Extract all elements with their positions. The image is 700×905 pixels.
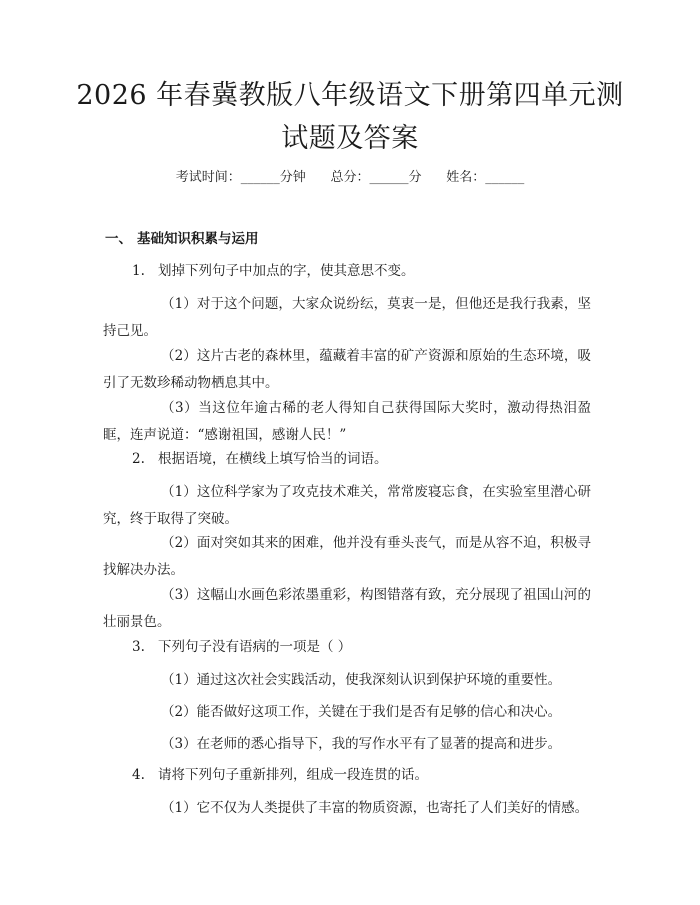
q3-option-2: （2）能否做好这项工作，关键在于我们是否有足够的信心和决心。 — [161, 704, 562, 720]
question-text: 请将下列句子重新排列，组成一段连贯的话。 — [158, 767, 428, 783]
q2-option-1: （1）这位科学家为了攻克技术难关，常常废寝忘食，在实验室里潜心研究，终于取得了突破。 — [103, 484, 591, 527]
question-2 — [132, 449, 388, 469]
q1-option-2: （2）这片古老的森林里，蕴藏着丰富的矿产资源和原始的生态环境，吸引了无数珍稀动物栖息其中。 — [103, 348, 591, 391]
title-line-1: 2026 年春冀教版八年级语文下册第四单元测 — [76, 80, 624, 111]
question-1 — [132, 261, 415, 281]
question-text: 划掉下列句子中加点的字，使其意思不变。 — [158, 263, 415, 279]
question-text: 根据语境，在横线上填写恰当的词语。 — [158, 451, 388, 467]
q3-option-1: （1）通过这次社会实践活动，使我深刻认识到保护环境的重要性。 — [161, 672, 562, 688]
q1-option-1: （1）对于这个问题，大家众说纷纭，莫衷一是，但他还是我行我素，坚持己见。 — [103, 296, 591, 339]
question-number: 3. — [132, 639, 145, 655]
exam-info-line: 考试时间：______分钟 总分：______分 姓名：______ — [175, 170, 525, 185]
title-line-2: 试题及答案 — [281, 123, 419, 154]
section-number: 一、 — [105, 231, 132, 247]
q3-option-3: （3）在老师的悉心指导下，我的写作水平有了显著的提高和进步。 — [161, 736, 562, 752]
section-heading — [105, 229, 259, 249]
question-number: 4. — [132, 767, 145, 783]
question-text: 下列句子没有语病的一项是（ ） — [158, 639, 352, 655]
document-title — [60, 74, 640, 160]
question-number: 2. — [132, 451, 145, 467]
question-3 — [132, 637, 351, 657]
question-number: 1. — [132, 263, 145, 279]
section-title: 基础知识积累与运用 — [137, 231, 259, 247]
q1-option-3: （3）当这位年逾古稀的老人得知自己获得国际大奖时，激动得热泪盈眶，连声说道：“感谢祖国，感谢人民！” — [103, 400, 591, 443]
question-4 — [132, 765, 428, 785]
q4-option-1: （1）它不仅为人类提供了丰富的物质资源，也寄托了人们美好的情感。 — [161, 800, 589, 816]
q2-option-2: （2）面对突如其来的困难，他并没有垂头丧气，而是从容不迫，积极寻找解决办法。 — [103, 535, 591, 578]
q2-option-3: （3）这幅山水画色彩浓墨重彩，构图错落有致，充分展现了祖国山河的壮丽景色。 — [103, 587, 591, 630]
